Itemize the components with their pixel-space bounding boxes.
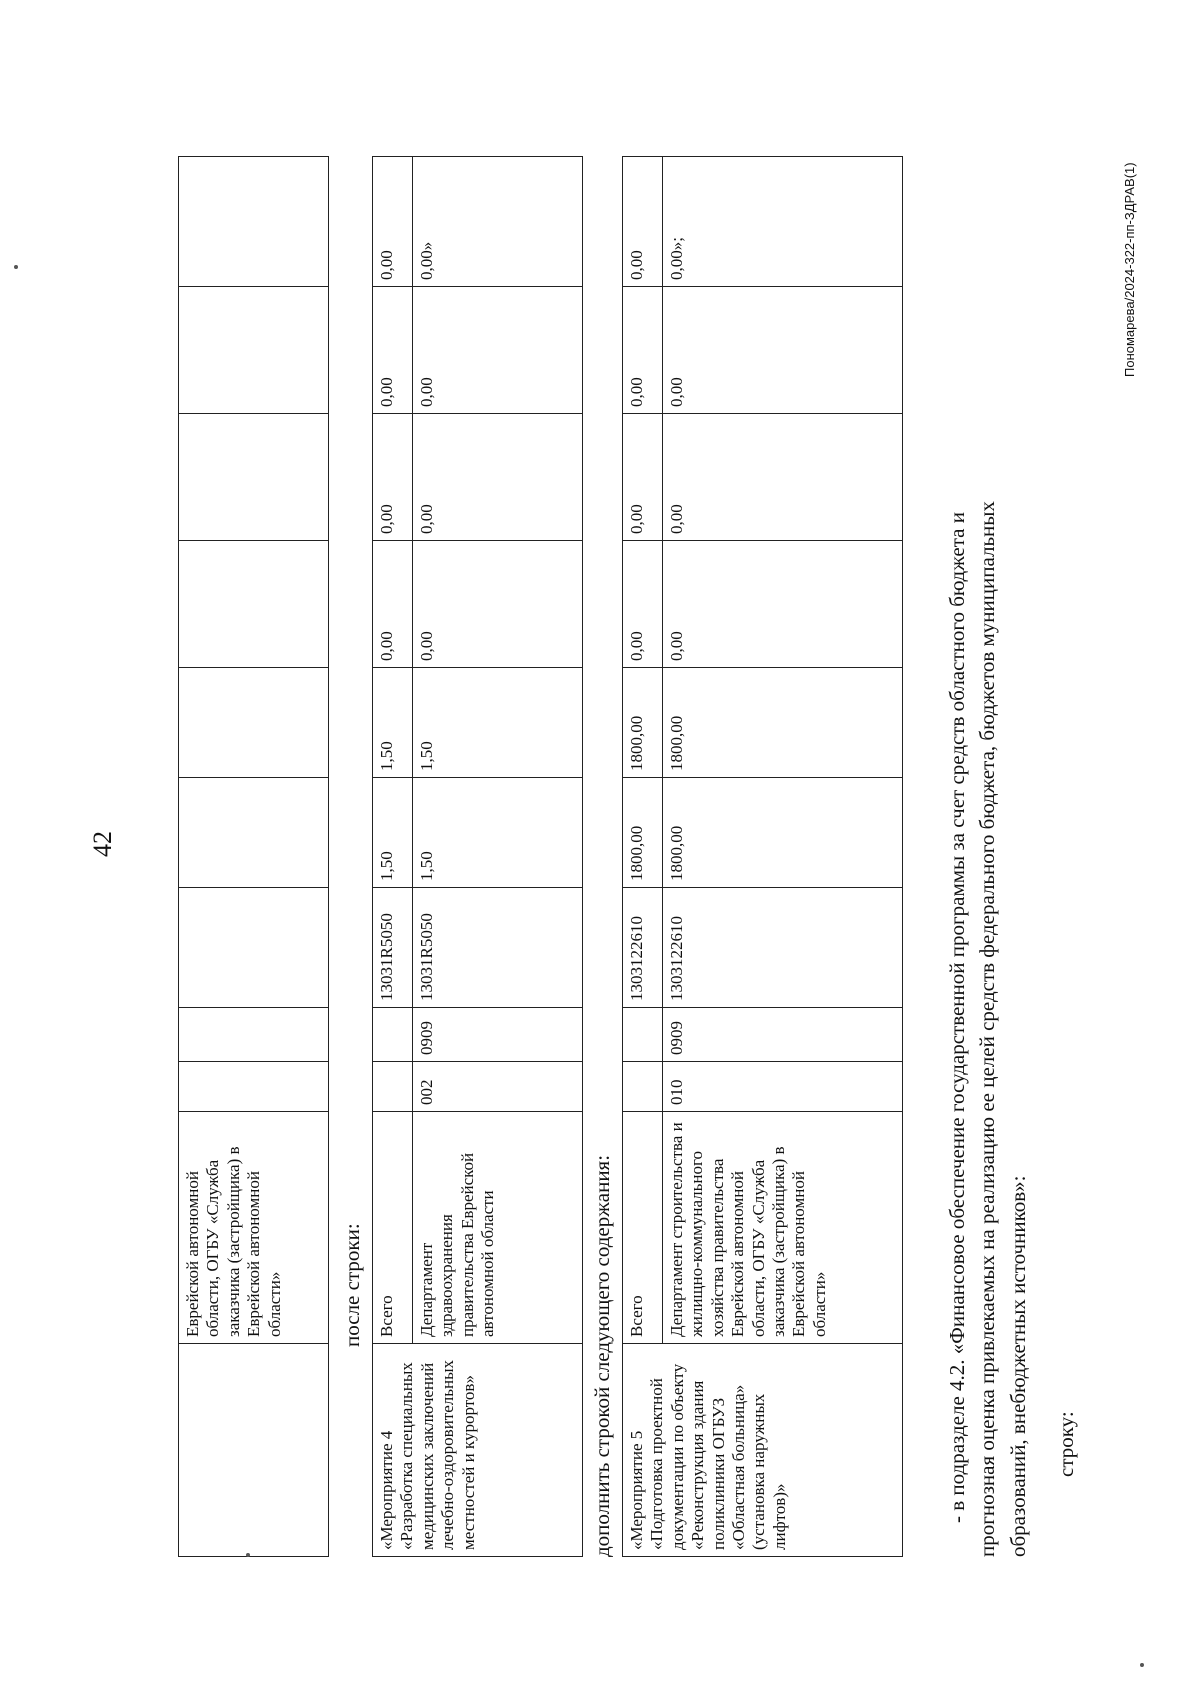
stroku-label: строку: — [1054, 1411, 1078, 1477]
table-row: «Мероприятие 4 «Разработка специальных медицинских заключений лечебно-оздоровительных местностей и курортов» Всего 13031R5050 1,50 1,50 0,00 0,00 0,00 0,00 — [373, 157, 413, 1557]
paragraph-line: прогнозная оценка привлекаемых на реализацию ее целей средств федерального бюджета, бюджетов муниципальных — [975, 501, 1000, 1557]
paragraph-line: образований, внебюджетных источников»: — [1005, 1175, 1030, 1557]
event-name: «Мероприятие 5 «Подготовка проектной документации по объекту «Реконструкция здания поликлиники ОГБУЗ «Областная больница» (установка наружных лифтов)» — [623, 1344, 903, 1557]
paragraph-line: - в подразделе 4.2. «Финансовое обеспечение государственной программы за счет средств областного бюджета и — [945, 512, 969, 1523]
cell-empty — [179, 1344, 329, 1557]
continuation-table — [178, 156, 329, 1557]
document-id: Пономарева/2024-322-пп-ЗДРАВ(1) — [1122, 162, 1137, 377]
table-row: «Мероприятие 5 «Подготовка проектной документации по объекту «Реконструкция здания поликлиники ОГБУЗ «Областная больница» (установка наружных лифтов)» Всего 1303122610 1800,00 1800,00 0,00 0,00 0,00 0,00 — [623, 157, 663, 1557]
caption-supplement: дополнить строкой следующего содержания: — [590, 1154, 614, 1557]
table-row: Департамент здравоохранения правительства Еврейской автономной области 002 0909 13031R5050 1,50 1,50 0,00 0,00 0,00 0,00» — [413, 157, 583, 1557]
scan-speck — [1140, 1663, 1144, 1667]
amendment-paragraph — [942, 127, 1033, 1557]
event-name: «Мероприятие 4 «Разработка специальных медицинских заключений лечебно-оздоровительных местностей и курортов» — [373, 1344, 583, 1557]
page-number: 42 — [88, 831, 117, 857]
scan-speck — [14, 265, 18, 269]
scan-speck — [246, 1553, 250, 1557]
event4-table — [372, 156, 583, 1557]
executor-cell: Еврейской автономной области, ОГБУ «Служба заказчика (застройщика) в Еврейской автономной области» — [179, 1112, 329, 1344]
table-row: Департамент строительства и жилищно-коммунального хозяйства правительства Еврейской автономной области, ОГБУ «Служба заказчика (застройщика) в Еврейской автономной области» 010 0909 1303122610 1800,00 1800,00 0,00 0,00 0,00 0,00»; — [663, 157, 903, 1557]
event5-table — [622, 156, 903, 1557]
caption-after: после строки: — [340, 1223, 364, 1347]
